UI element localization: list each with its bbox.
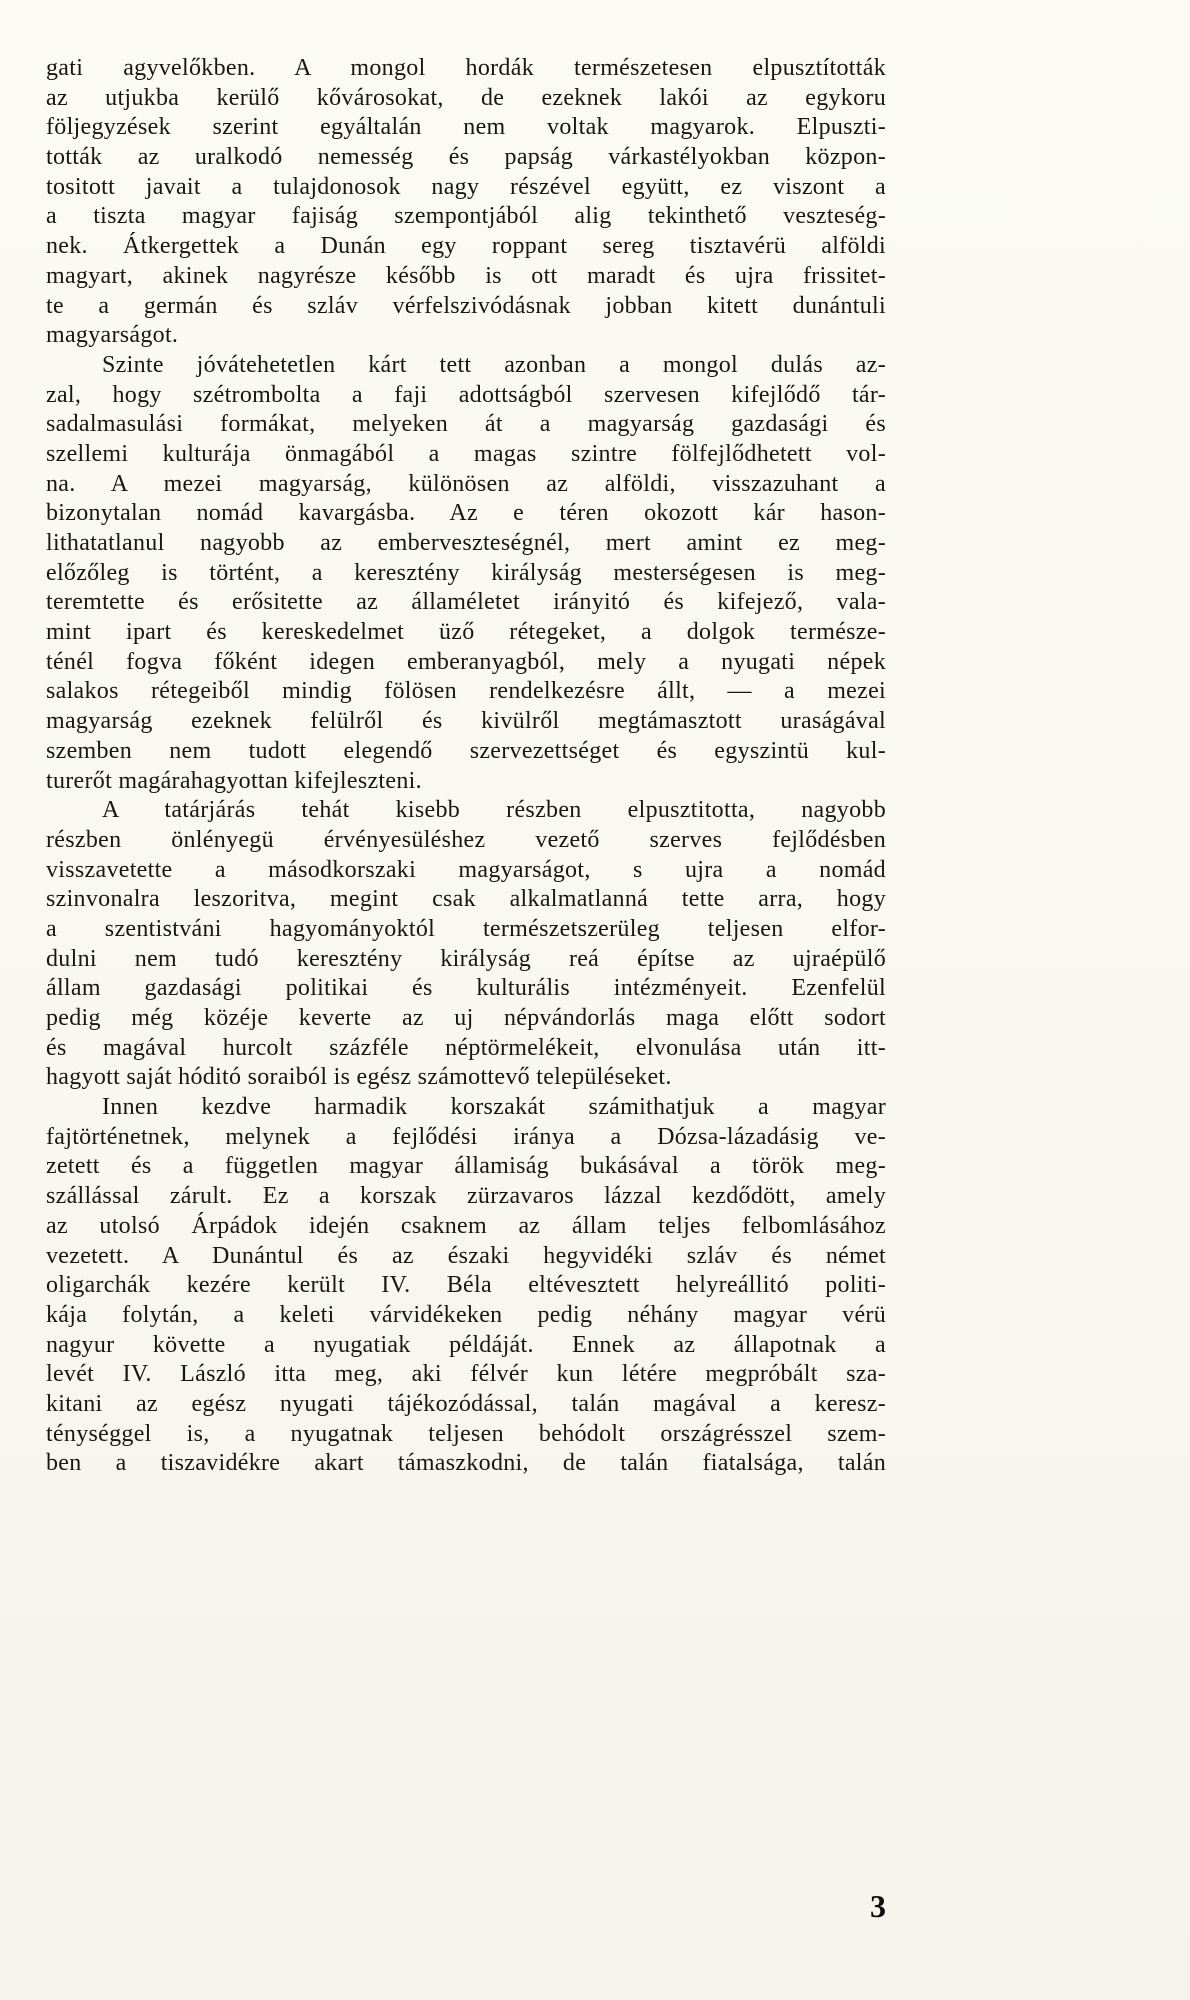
text-line: magyart, akinek nagyrésze később is ott maradt és ujra frissitet-: [46, 262, 886, 289]
text-line: ben a tiszavidékre akart támaszkodni, de talán fiatalsága, talán: [46, 1450, 886, 1477]
text-line: pedig még közéje keverte az uj népvándorlás maga előtt sodort: [46, 1005, 886, 1031]
text-line: szemben nem tudott elegendő szervezettséget és egyszintü kul-: [46, 737, 886, 764]
text-line: A tatárjárás tehát kisebb részben elpusztitotta, nagyobb: [102, 797, 886, 824]
text-line: magyarság ezeknek felülről és kivülről megtámasztott uraságával: [46, 708, 886, 735]
text-line: előzőleg is történt, a keresztény királyság mesterségesen is meg-: [46, 559, 886, 586]
text-line: a szentistváni hagyományoktól természetszerüleg teljesen elfor-: [46, 915, 886, 942]
text-line: hagyott saját hóditó soraiból is egész számottevő településeket.: [46, 1064, 672, 1091]
text-line: levét IV. László itta meg, aki félvér kun létére megpróbált sza-: [46, 1361, 886, 1388]
text-line: szellemi kulturája önmagából a magas szintre fölfejlődhetett vol-: [46, 440, 886, 467]
text-line: tositott javait a tulajdonosok nagy részével együtt, ez viszont a: [46, 173, 886, 200]
text-line: Szinte jóvátehetetlen kárt tett azonban a mongol dulás az-: [102, 351, 886, 378]
text-line: nek. Átkergettek a Dunán egy roppant sereg tisztavérü alföldi: [46, 233, 886, 260]
text-line: Innen kezdve harmadik korszakát számithatjuk a magyar: [102, 1094, 886, 1121]
text-line: lithatatlanul nagyobb az emberveszteségnél, mert amint ez meg-: [46, 530, 886, 556]
text-line: gati agyvelőkben. A mongol hordák természetesen elpusztították: [46, 55, 886, 81]
text-line: vezetett. A Dunántul és az északi hegyvidéki szláv és német: [46, 1242, 886, 1269]
text-line: na. A mezei magyarság, különösen az alföldi, visszazuhant a: [46, 470, 886, 497]
text-line: ténél fogva főként idegen emberanyagból, mely a nyugati népek: [46, 648, 886, 675]
text-line: ténységgel is, a nyugatnak teljesen behódolt országrésszel szem-: [46, 1420, 886, 1447]
text-line: fajtörténetnek, melynek a fejlődési iránya a Dózsa-lázadásig ve-: [46, 1123, 886, 1150]
text-line: kája folytán, a keleti várvidékeken pedig néhány magyar vérü: [46, 1301, 886, 1328]
text-line: tották az uralkodó nemesség és papság várkastélyokban közpon-: [46, 144, 886, 171]
text-line: oligarchák kezére került IV. Béla eltévesztett helyreállitó politi-: [46, 1272, 886, 1299]
text-line: följegyzések szerint egyáltalán nem voltak magyarok. Elpuszti-: [46, 114, 886, 141]
text-line: visszavetette a másodkorszaki magyarságot, s ujra a nomád: [46, 856, 886, 883]
text-line: magyarságot.: [46, 322, 179, 349]
text-line: bizonytalan nomád kavargásba. Az e téren okozott kár hason-: [46, 500, 886, 527]
text-line: dulni nem tudó keresztény királyság reá építse az ujraépülő: [46, 945, 886, 972]
text-line: a tiszta magyar fajiság szempontjából alig tekinthető veszteség-: [46, 203, 886, 230]
text-line: zetett és a független magyar államiság bukásával a török meg-: [46, 1153, 886, 1180]
text-line: teremtette és erősitette az államéletet irányitó és kifejező, vala-: [46, 589, 886, 616]
text-line: te a germán és szláv vérfelszivódásnak jobban kitett dunántuli: [46, 292, 886, 319]
text-line: sadalmasulási formákat, melyeken át a magyarság gazdasági és: [46, 411, 886, 438]
text-line: és magával hurcolt százféle néptörmelékeit, elvonulása után itt-: [46, 1034, 886, 1061]
text-line: részben önlényegü érvényesüléshez vezető szerves fejlődésben: [46, 826, 886, 853]
text-line: mint ipart és kereskedelmet üző rétegeket, a dolgok természe-: [46, 619, 886, 646]
text-line: az utolsó Árpádok idején csaknem az állam teljes felbomlásához: [46, 1212, 886, 1239]
text-line: az utjukba kerülő kővárosokat, de ezeknek lakói az egykoru: [46, 84, 886, 111]
text-line: szinvonalra leszoritva, megint csak alkalmatlanná tette arra, hogy: [46, 886, 886, 913]
text-line: turerőt magárahagyottan kifejleszteni.: [46, 767, 422, 794]
text-line: nagyur követte a nyugatiak példáját. Ennek az állapotnak a: [46, 1331, 886, 1358]
page-text: [46, 54, 886, 1479]
text-line: szállással zárult. Ez a korszak zürzavaros lázzal kezdődött, amely: [46, 1183, 886, 1210]
text-line: állam gazdasági politikai és kulturális intézményeit. Ezenfelül: [46, 975, 886, 1002]
page-number: 3: [870, 1888, 886, 1924]
text-line: kitani az egész nyugati tájékozódással, talán magával a keresz-: [46, 1390, 886, 1417]
text-line: salakos rétegeiből mindig fölösen rendelkezésre állt, — a mezei: [46, 678, 886, 705]
text-line: zal, hogy szétrombolta a faji adottságból szervesen kifejlődő tár-: [46, 381, 886, 408]
